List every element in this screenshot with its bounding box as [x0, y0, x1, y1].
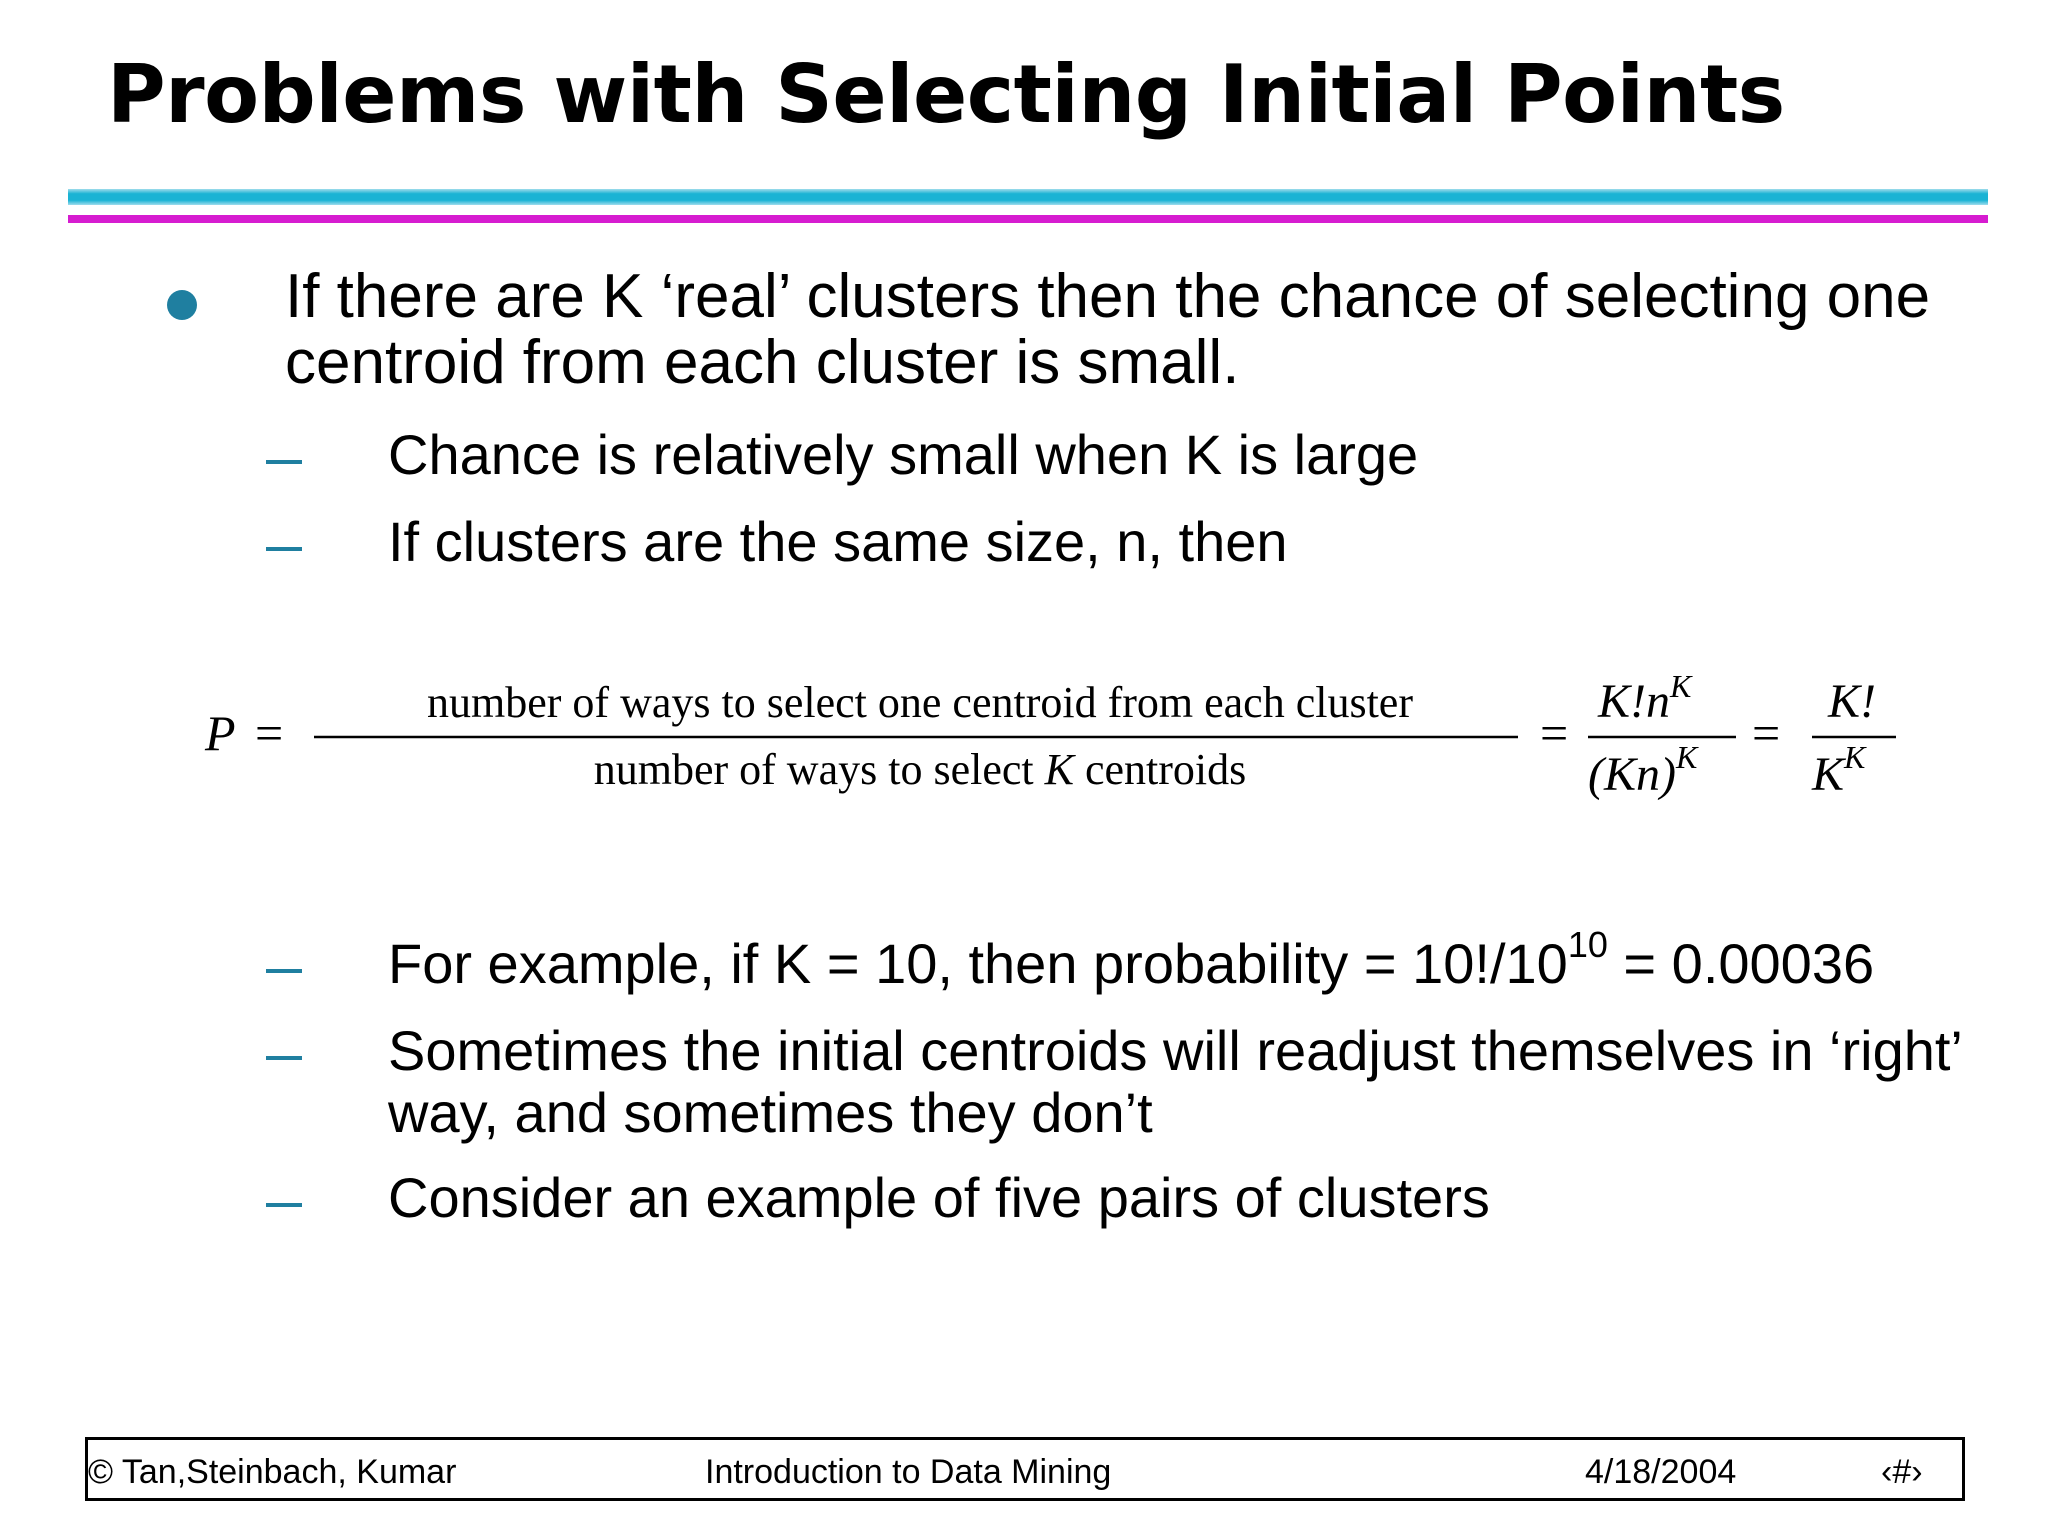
formula-frac3-denominator: $K^K$	[1812, 739, 1866, 801]
formula-lhs: P	[205, 705, 236, 761]
main-bullet-text: If there are K ‘real’ clusters then the chance of selecting one centroid from each cluster is small.	[285, 262, 1931, 397]
footer-course: Introduction to Data Mining	[705, 1453, 1112, 1491]
formula-frac3-numerator: K!	[1828, 675, 1876, 728]
formula-frac2-denominator: $(Kn)^K$	[1588, 739, 1698, 801]
probability-formula	[0, 660, 2048, 820]
formula-denominator: number of ways to select K centroids	[593, 745, 1247, 794]
formula-equals-2: =	[1540, 705, 1569, 761]
footer-authors: © Tan,Steinbach, Kumar	[88, 1453, 457, 1491]
dash-icon	[266, 460, 302, 464]
sub-bullet-4: Consider an example of five pairs of clusters	[388, 1166, 1490, 1229]
formula-equals: =	[255, 705, 284, 761]
slide-title: Problems with Selecting Initial Points	[107, 48, 1785, 141]
formula-equals-3: =	[1752, 705, 1781, 761]
footer-date: 4/18/2004	[1585, 1453, 1737, 1491]
dash-icon	[266, 1203, 302, 1207]
formula-numerator: number of ways to select one centroid from each cluster	[427, 678, 1413, 727]
sub-bullet-1: Chance is relatively small when K is large	[388, 423, 1419, 486]
sub-bullet-2: If clusters are the same size, n, then	[388, 510, 1288, 573]
dash-icon	[266, 969, 302, 973]
bullet-dot-icon	[167, 290, 197, 320]
slide-footer	[85, 1437, 1965, 1501]
footer-page-number: ‹#›	[1881, 1453, 1923, 1491]
title-rule-cyan	[68, 189, 1988, 205]
dash-icon	[266, 1056, 302, 1060]
sub-bullet-3: Sometimes the initial centroids will readjust themselves in ‘right’ way, and sometimes they don’t	[388, 1019, 1961, 1144]
formula-frac2-numerator: $K!n^K$	[1598, 668, 1692, 728]
title-rule-magenta	[68, 215, 1988, 223]
dash-icon	[266, 547, 302, 551]
sub-bullet-example: For example, if K = 10, then probability = $10!/10^{10} = 0.00036$	[388, 924, 1875, 995]
